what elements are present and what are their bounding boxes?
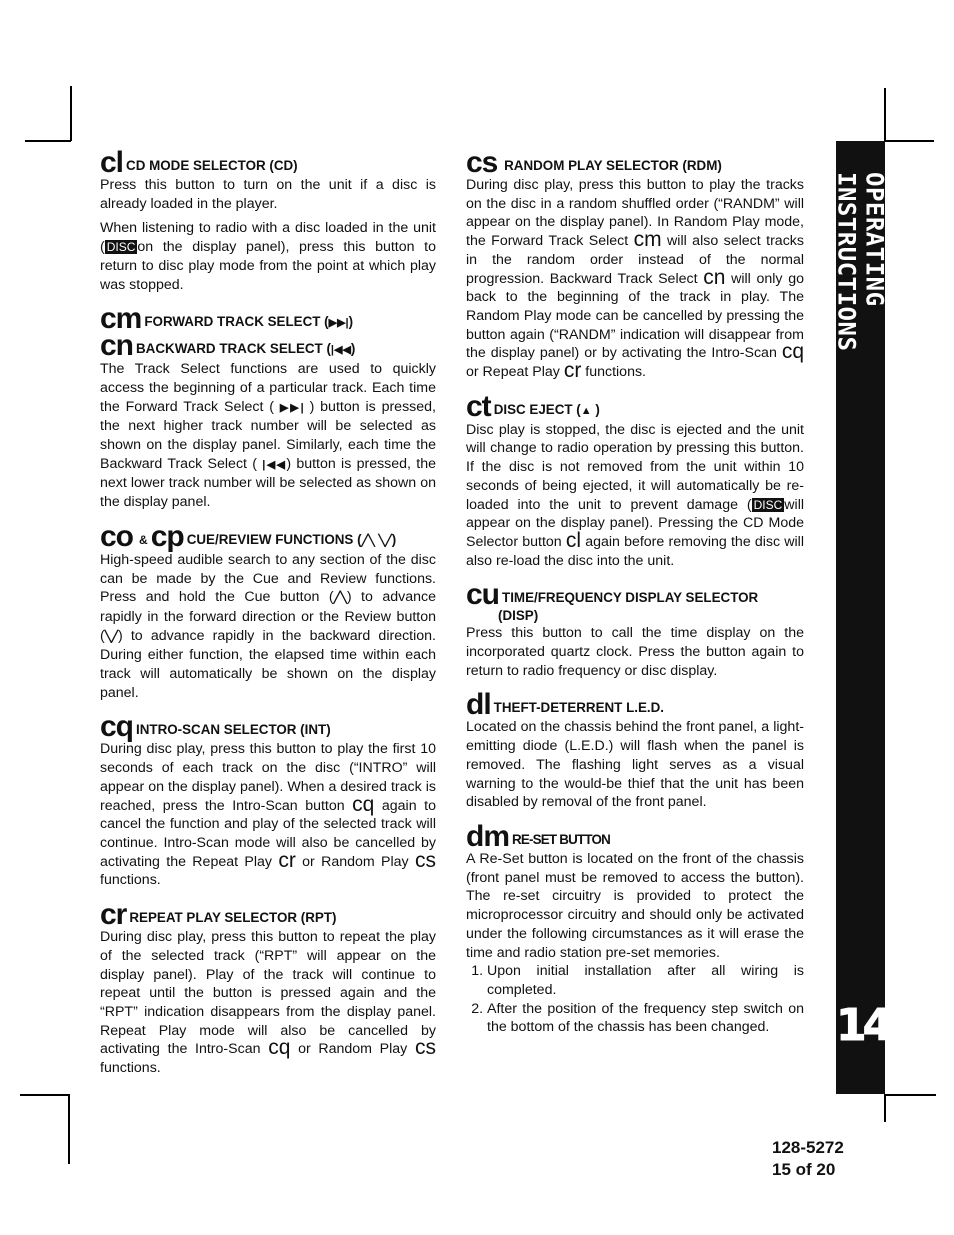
key-label: cs xyxy=(466,146,498,179)
key-label: cr xyxy=(100,898,127,932)
text: functions. xyxy=(585,364,646,381)
text: functions. xyxy=(100,872,161,889)
heading-text: ) xyxy=(348,314,354,330)
section-heading xyxy=(100,302,436,336)
paragraph xyxy=(100,928,436,1078)
section-repeat-play xyxy=(100,898,436,1078)
section-heading xyxy=(466,688,804,722)
section-random-play xyxy=(466,146,805,383)
eject-icon: ▲ xyxy=(580,404,592,417)
text: During disc play, press this button to play the tracks on the disc in a random shuffled order (“RANDM” will appear on the display panel). In Random Play mode, the Forward Track Select xyxy=(466,177,804,250)
key-label: dm xyxy=(466,819,509,853)
key-ref: cs xyxy=(414,848,436,872)
text: The Track Select functions are used to quickly access the beginning of a particular track. Each time the Forward Track Select ( xyxy=(100,361,436,415)
section-theft-led xyxy=(466,688,804,812)
list-item: 2. After the position of the frequency step switch on the bottom of the chassis has been changed. xyxy=(487,1000,804,1037)
ampersand: & xyxy=(139,532,148,547)
text: ) to advance rapidly in the backward direction. During either function, the elapsed time within each track will automatically be shown on the display panel. xyxy=(100,627,436,701)
key-label: cl xyxy=(100,146,124,179)
key-ref: cq xyxy=(352,792,375,816)
heading-text: CD MODE SELECTOR (CD) xyxy=(126,158,298,173)
right-column xyxy=(466,146,805,1049)
paragraph: Press this button to turn on the unit if a disc is already loaded in the player. xyxy=(100,177,436,212)
text: again before removing the disc will also re-load the disc into the unit. xyxy=(466,533,804,569)
section-heading xyxy=(100,519,436,553)
section-cd-mode xyxy=(100,146,436,294)
left-column xyxy=(100,146,436,1090)
text: will only go back to the beginning of the track in play. The Random Play mode can be cancelled by pressing the button again (“RANDM” indication will disappear from the display panel) or by activating the Intro-Scan xyxy=(466,270,804,362)
page-count: 15 of 20 xyxy=(772,1160,836,1179)
section-intro-scan xyxy=(100,710,436,890)
heading-text: BACKWARD TRACK SELECT ( xyxy=(136,341,331,357)
key-label: cq xyxy=(100,710,134,744)
heading-text: THEFT-DETERRENT L.E.D. xyxy=(493,700,665,716)
backward-icon: |◀◀ xyxy=(262,458,287,471)
heading-text: FORWARD TRACK SELECT ( xyxy=(144,314,329,330)
paragraph xyxy=(100,219,436,294)
section-heading xyxy=(466,819,804,853)
key-label: cu xyxy=(466,578,500,612)
forward-icon: ▶▶| xyxy=(279,401,304,414)
heading-text: INTRO-SCAN SELECTOR (INT) xyxy=(136,722,331,738)
heading-text: ) xyxy=(595,401,600,417)
down-icon: ╲╱ xyxy=(104,630,118,643)
key-ref: cs xyxy=(414,1036,436,1060)
text: ) button is pressed, the next higher track number will be selected as shown on the display panel. Similarly, each time the Backward Track Select ( xyxy=(100,398,436,472)
text: During disc play, press this button to play the first 10 seconds of each track on the disc (“INTRO” will appear on the display panel). When a desired track is reached, press the Intro-Scan button xyxy=(100,741,436,814)
forward-icon: ▶▶| xyxy=(328,317,349,330)
key-label: cn xyxy=(100,329,134,363)
section-heading xyxy=(100,898,436,932)
text: or Repeat Play xyxy=(466,364,560,381)
paragraph xyxy=(466,421,804,571)
crop-mark xyxy=(20,1094,70,1096)
text: Disc play is stopped, the disc is ejected and the unit will change to radio operation by pressing this button. If the disc is not removed from the unit within 10 seconds of being ejected, it will automatically be re-loaded into the unit to prevent damage ( xyxy=(466,421,804,513)
section-heading-line2: (DISP) xyxy=(498,608,539,624)
text: will also select tracks in the random order instead of the normal progression. Backward Track Select xyxy=(466,233,804,287)
paragraph: Press this button to call the time display on the incorporated quartz clock. Press the button again to return to radio frequency or disc display. xyxy=(466,625,804,679)
section-heading xyxy=(100,329,436,363)
heading-text: RE-SET BUTTON xyxy=(512,831,610,847)
tab-title: OPERATING INSTRUCTIONS xyxy=(832,172,889,352)
key-label: cm xyxy=(100,302,142,336)
up-icon: ╱╲ xyxy=(333,592,347,605)
text: During disc play, press this button to repeat the play of the selected track (“RPT” will appear on the display panel). Play of the track will continue to repeat until the button is pressed again and the “RPT” indication disappears from the display panel. Repeat Play mode will also be cancelled by activating the Intro-Scan xyxy=(100,929,436,1058)
disc-indicator: DISC xyxy=(753,497,783,512)
section-heading xyxy=(100,710,436,744)
key-ref: cr xyxy=(563,359,582,383)
disc-indicator: DISC xyxy=(106,240,136,255)
document-number: 128-5272 xyxy=(772,1138,844,1157)
paragraph: Located on the chassis behind the front panel, a light-emitting diode (L.E.D.) will flash when the panel is removed. The flashing light serves as a visual warning to the would-be thief that the unit has been disabled by removal of the front panel. xyxy=(466,719,804,811)
heading-text: TIME/FREQUENCY DISPLAY SELECTOR xyxy=(502,590,759,606)
paragraph xyxy=(100,551,436,703)
heading-text: DISC EJECT ( xyxy=(493,401,581,417)
heading-text: ) xyxy=(350,341,356,357)
text: When listening to radio with a disc loaded in the unit ( xyxy=(100,220,436,256)
crop-mark xyxy=(70,86,72,141)
key-label: dl xyxy=(466,688,491,722)
key-label: cp xyxy=(150,519,184,553)
text: ) button is pressed, the next lower track number will be selected as shown on the display panel. xyxy=(100,455,436,511)
paragraph xyxy=(100,360,436,512)
section-heading xyxy=(100,146,436,179)
down-icon: ╲╱ xyxy=(378,534,392,547)
backward-icon: |◀◀ xyxy=(330,344,351,357)
crop-mark xyxy=(884,1094,936,1096)
text: will appear on the display panel). Pressing the CD Mode Selector button xyxy=(466,496,804,550)
crop-mark xyxy=(25,140,71,142)
key-ref: cq xyxy=(268,1036,291,1060)
key-label: ct xyxy=(466,389,491,423)
section-cue-review xyxy=(100,519,436,703)
section-track-select xyxy=(100,302,436,512)
text: functions. xyxy=(100,1060,161,1077)
key-ref: cq xyxy=(781,340,805,364)
text: or Random Play xyxy=(298,1041,408,1058)
heading-text: ) xyxy=(391,531,397,547)
list-item: 1. Upon initial installation after all wiring is completed. xyxy=(487,962,804,999)
reset-conditions-list xyxy=(466,962,804,1037)
section-reset xyxy=(466,819,804,1037)
section-heading xyxy=(466,578,804,612)
heading-text: REPEAT PLAY SELECTOR (RPT) xyxy=(129,910,337,926)
key-ref: cr xyxy=(278,848,296,872)
tab-page-number: 14 xyxy=(836,1000,890,1051)
heading-text: CUE/REVIEW FUNCTIONS ( xyxy=(186,531,362,547)
crop-mark xyxy=(884,140,934,142)
paragraph xyxy=(466,176,804,382)
section-display-selector xyxy=(466,578,804,680)
paragraph xyxy=(100,740,436,890)
section-heading xyxy=(466,389,804,423)
text: or Random Play xyxy=(302,853,409,870)
heading-text: RANDOM PLAY SELECTOR (RDM) xyxy=(504,158,722,173)
text: ) to advance rapidly in the forward direction or the Review button ( xyxy=(100,589,436,644)
text: on the display panel), press this button to return to disc play mode from the point at which play was stopped. xyxy=(100,239,436,293)
footer xyxy=(772,1137,844,1181)
crop-mark xyxy=(68,1094,70,1164)
paragraph: A Re-Set button is located on the front of the chassis (front panel must be removed to access the button). The re-set circuitry is provided to protect the microprocessor circuitry and should only be activated under the following circumstances as it will erase the time and radio station pre-set memories. xyxy=(466,850,804,961)
crop-mark xyxy=(884,1094,886,1122)
key-ref: cm xyxy=(633,228,662,252)
key-label: co xyxy=(100,519,134,553)
crop-mark xyxy=(884,88,886,141)
section-disc-eject xyxy=(466,389,804,571)
text: again to cancel the function and play of the selected track will continue. Intro-Scan mode will also be cancelled by activating the Repeat Play xyxy=(100,797,436,870)
up-icon: ╱╲ xyxy=(361,534,375,547)
text: High-speed audible search to any section of the disc can be made by the Cue and Review functions. Press and hold the Cue button ( xyxy=(100,551,436,606)
key-ref: cn xyxy=(703,265,726,289)
section-heading xyxy=(466,146,804,179)
key-ref: cl xyxy=(565,528,582,552)
